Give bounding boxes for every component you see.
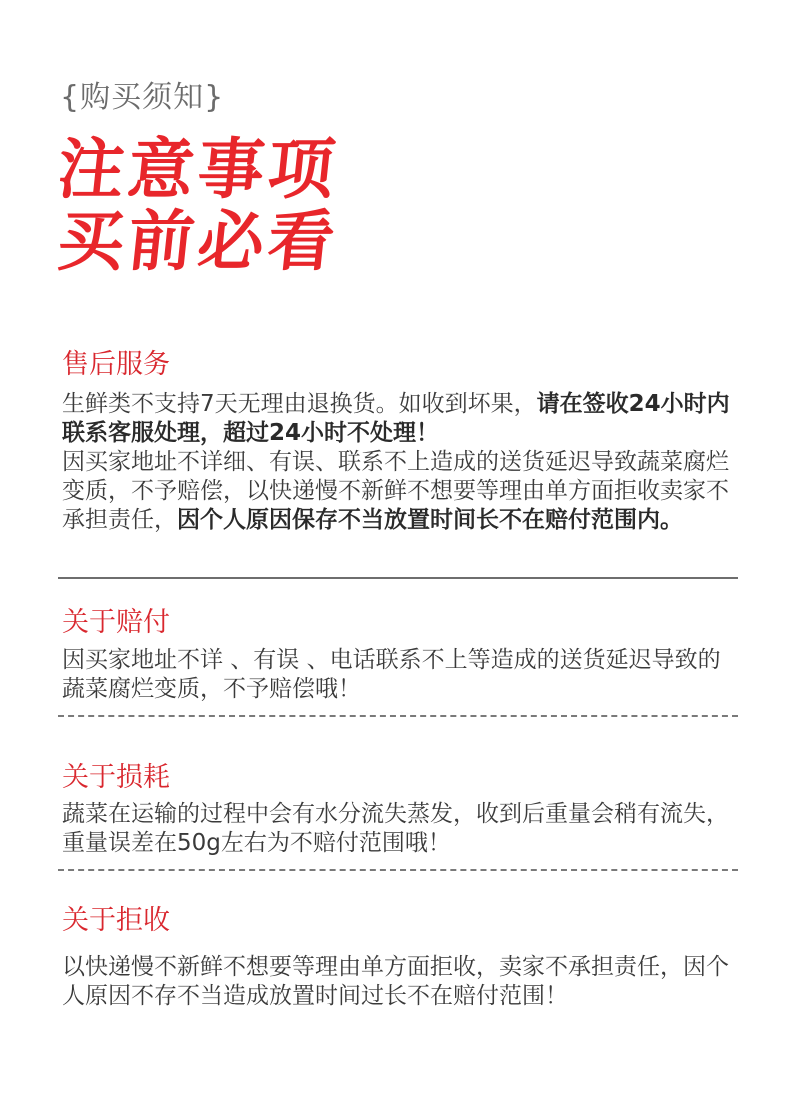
body-text: 生鲜类不支持7天无理由退换货。如收到坏果，	[62, 391, 537, 417]
divider-dashed	[58, 715, 738, 717]
section-body-loss	[62, 800, 734, 858]
section-title-loss: 关于损耗	[62, 762, 170, 793]
hero-heading	[54, 131, 343, 280]
section-title-compensation: 关于赔付	[62, 607, 170, 638]
hero-line-2: 买前必看	[54, 203, 343, 280]
divider	[58, 577, 738, 579]
hero-line-1: 注意事项	[54, 131, 343, 208]
section-body-rejection	[62, 953, 734, 1011]
body-text: 因买家地址不详细、有误、联系不上造成的送货延迟导致蔬菜腐烂变质，不予赔偿，以快递慢不新鲜不想要等理由单方面拒收卖家不承担责任，	[62, 449, 729, 533]
kicker-label: {购买须知}	[60, 80, 225, 115]
section-body-compensation	[62, 646, 734, 704]
body-text: 以快递慢不新鲜不想要等理由单方面拒收，卖家不承担责任，因个人原因不存不当造成放置时间过长不在赔付范围！	[62, 954, 729, 1009]
section-title-rejection: 关于拒收	[62, 905, 170, 936]
body-text: 蔬菜在运输的过程中会有水分流失蒸发，收到后重量会稍有流失，重量误差在50g左右为不赔付范围哦！	[62, 801, 729, 856]
section-body-after-sales	[62, 390, 734, 535]
body-text-bold: 请在签收24小时内联系客服处理，超过24小时不处理！	[62, 391, 730, 446]
body-text: 因买家地址不详 、有误 、电话联系不上等造成的送货延迟导致的蔬菜腐烂变质，不予赔偿哦！	[62, 647, 721, 702]
section-title-after-sales: 售后服务	[62, 349, 170, 380]
body-text-bold: 因个人原因保存不当放置时间长不在赔付范围内。	[177, 507, 683, 533]
divider-dashed	[58, 869, 738, 871]
